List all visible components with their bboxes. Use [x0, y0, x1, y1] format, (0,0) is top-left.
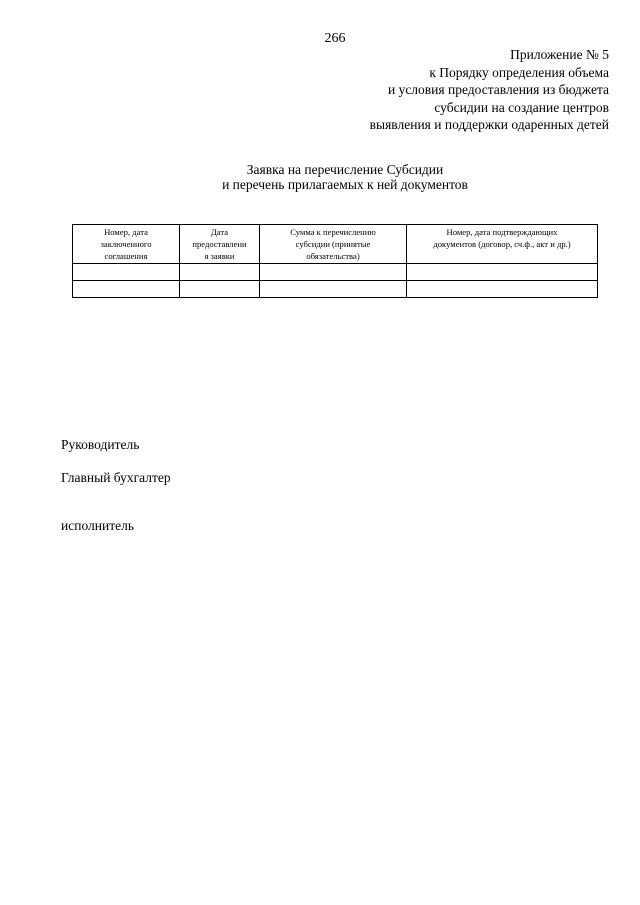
header-agreement-number-date: Номер, дата заключенного соглашения	[73, 225, 180, 264]
appendix-line: выявления и поддержки одаренных детей	[369, 117, 609, 133]
table-cell	[73, 281, 180, 298]
table-cell	[180, 264, 260, 281]
appendix-line: к Порядку определения объема	[429, 64, 609, 80]
table-cell	[407, 281, 598, 298]
signature-executor: исполнитель	[61, 518, 134, 533]
signature-head: Руководитель	[61, 437, 140, 452]
page-number: 266	[324, 31, 346, 46]
header-request-date: Дата предоставлени я заявки	[180, 225, 260, 264]
appendix-line: субсидии на создание центров	[434, 99, 609, 115]
table-cell	[73, 264, 180, 281]
form-title	[0, 162, 640, 192]
appendix-line: Приложение № 5	[510, 47, 609, 62]
appendix-line: и условия предоставления из бюджета	[387, 82, 609, 98]
table-cell	[260, 264, 407, 281]
table-header-row	[73, 225, 598, 264]
table-cell	[260, 281, 407, 298]
table-row	[73, 281, 598, 298]
appendix-block	[370, 46, 609, 134]
table-cell	[407, 264, 598, 281]
header-supporting-documents: Номер, дата подтверждающих документов (договор, сч.ф., акт и др.)	[407, 225, 598, 264]
table-cell	[180, 281, 260, 298]
form-title-line-2: и перечень прилагаемых к ней документов	[222, 177, 468, 192]
signature-chief-accountant: Главный бухгалтер	[61, 470, 171, 485]
request-table	[72, 224, 598, 298]
table-row	[73, 264, 598, 281]
header-transfer-amount: Сумма к перечислению субсидии (принятые обязательства)	[260, 225, 407, 264]
form-title-line-1: Заявка на перечисление Субсидии	[246, 162, 444, 177]
